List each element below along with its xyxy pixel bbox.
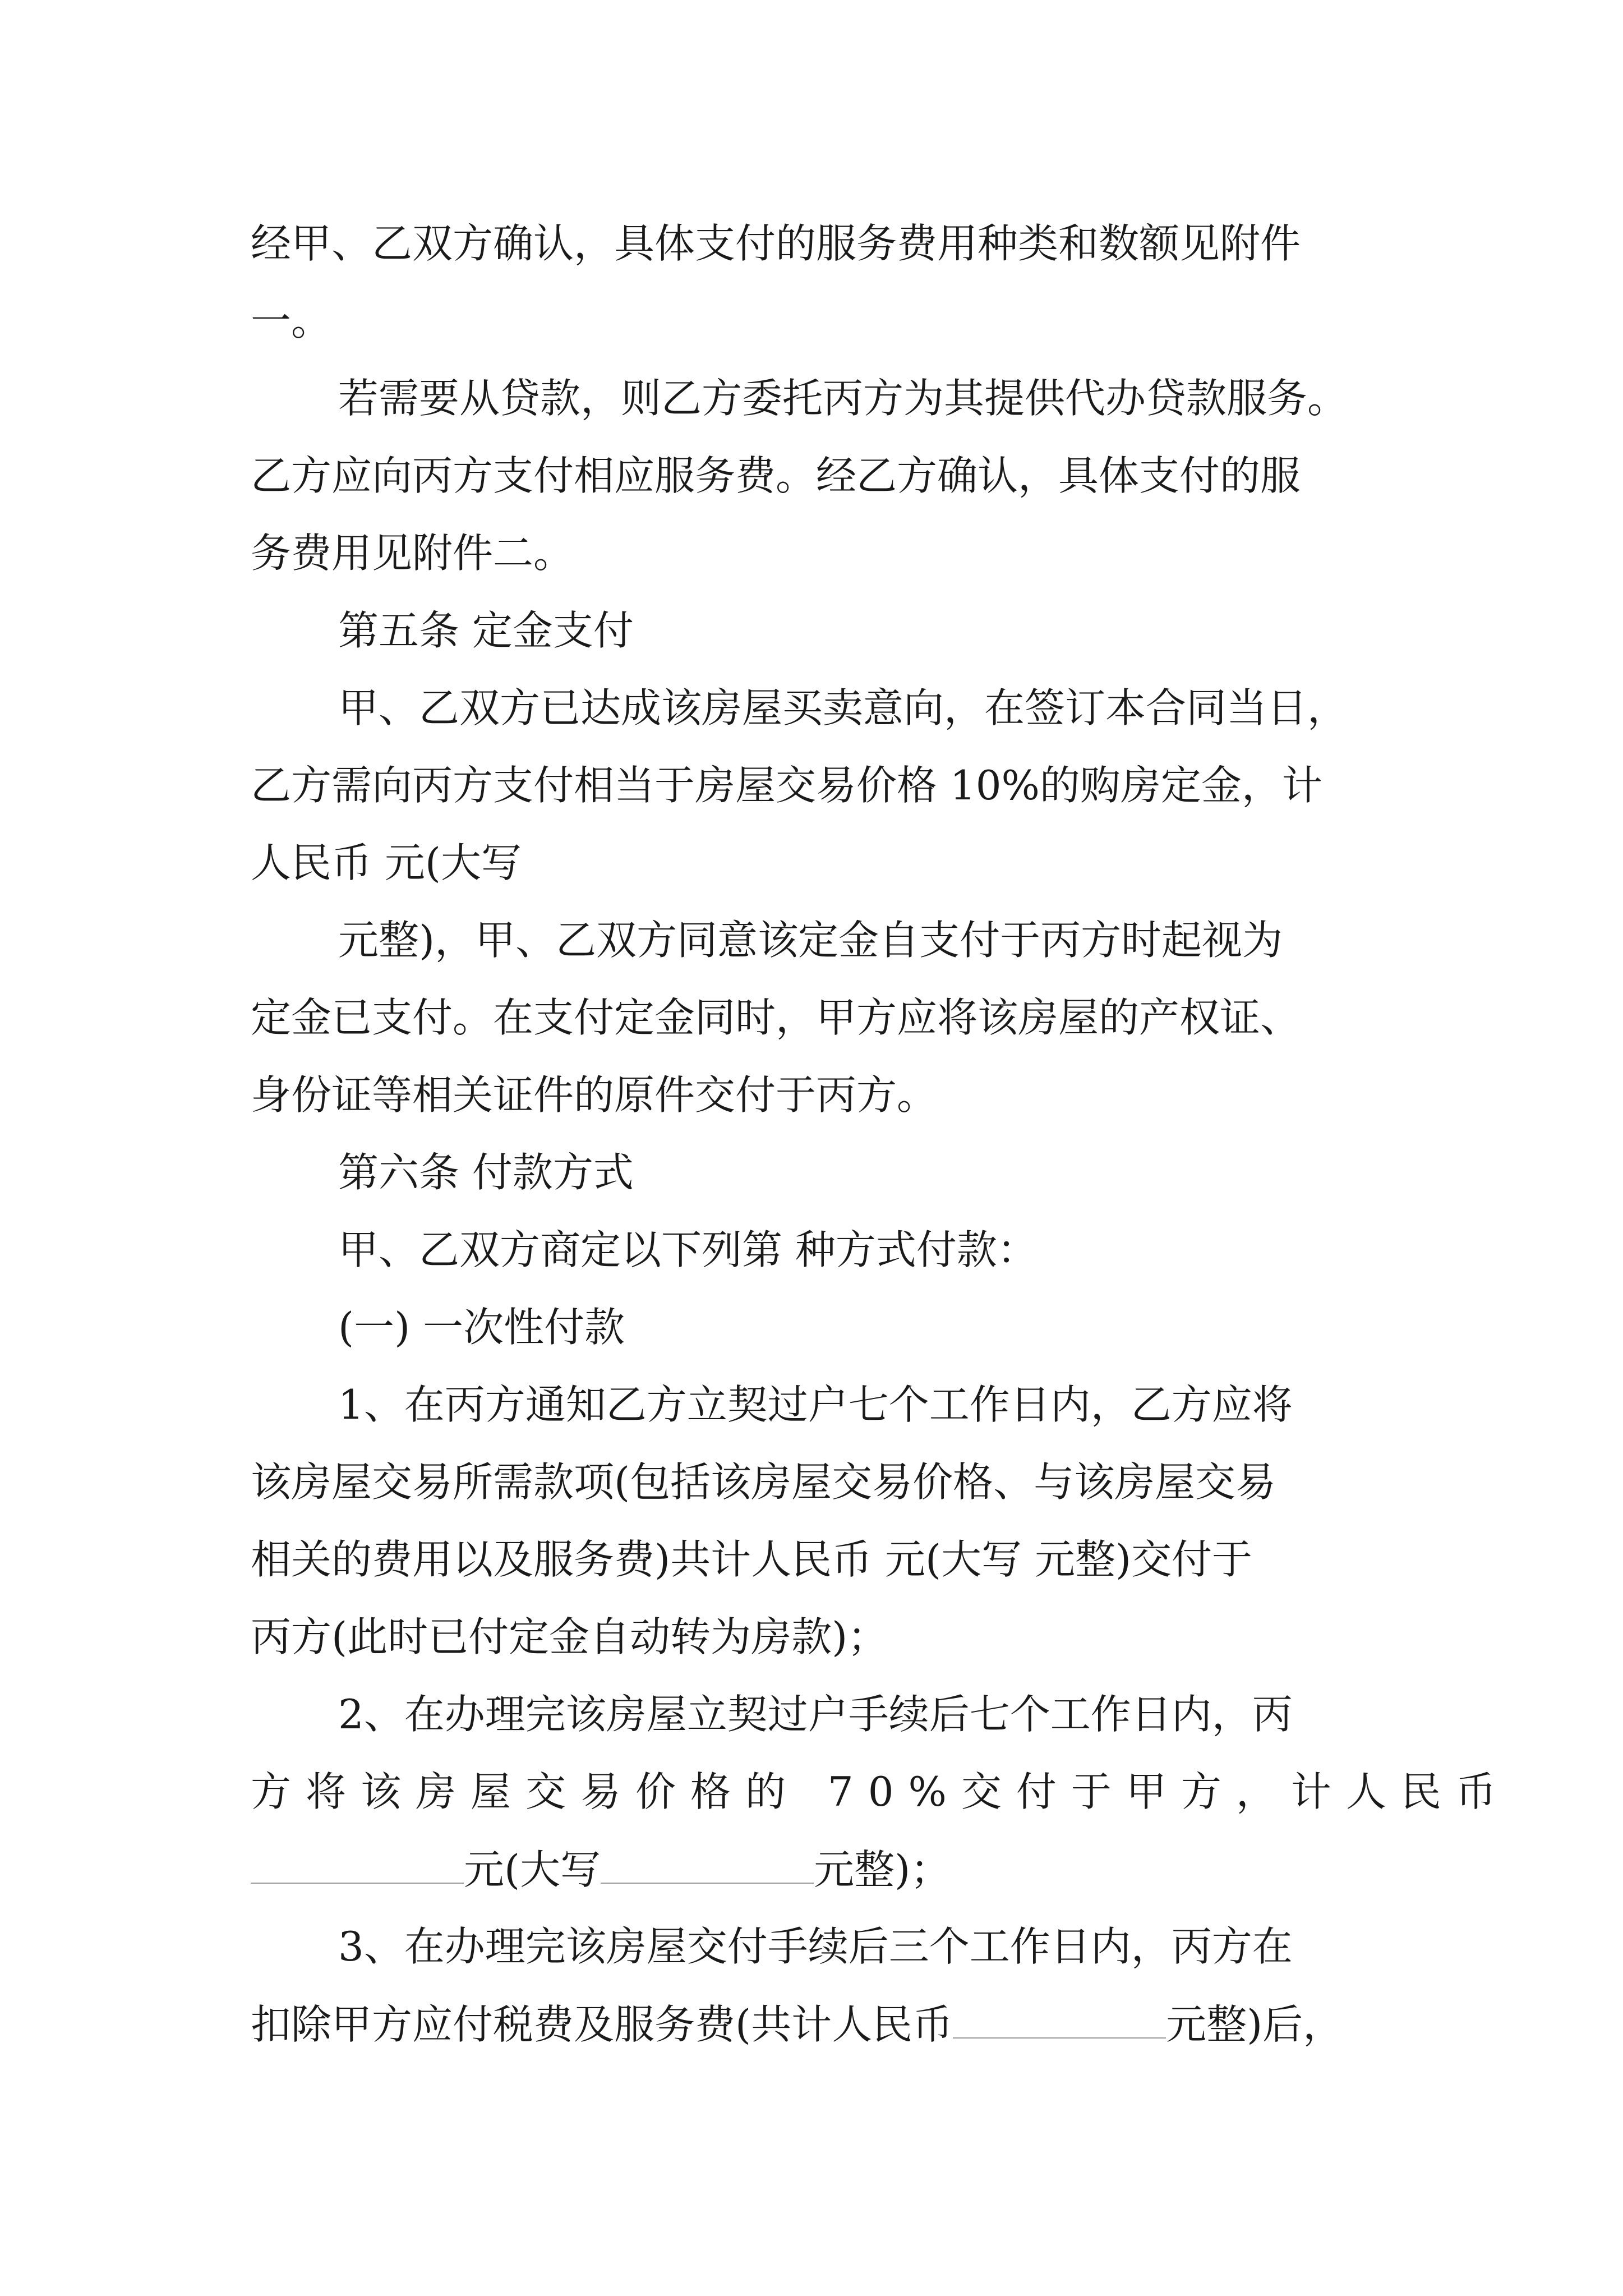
paragraph-line: 若需要从贷款，则乙方委托丙方为其提供代办贷款服务。 [338,375,1348,422]
sub-heading: (一) 一次性付款 [338,1304,625,1351]
paragraph-line: 乙方需向丙方支付相当于房屋交易价格 10%的购房定金，计 [251,762,1322,809]
paragraph-line: 一。 [251,297,332,344]
paragraph-line: 务费用见附件二。 [251,530,574,577]
section-heading: 第六条 付款方式 [338,1149,634,1196]
paragraph-line-with-blanks [251,1842,951,1896]
paragraph-line: 定金已支付。在支付定金同时，甲方应将该房屋的产权证、 [251,994,1301,1041]
inline-text: 元整)； [814,1846,951,1893]
paragraph-line-with-blanks [251,1997,1343,2051]
paragraph-line: 3、在办理完该房屋交付手续后三个工作日内，丙方在 [338,1923,1293,1970]
paragraph-line: 元整)，甲、乙双方同意该定金自支付于丙方时起视为 [338,917,1283,964]
paragraph-line: 乙方应向丙方支付相应服务费。经乙方确认，具体支付的服 [251,452,1301,499]
paragraph-line: 1、在丙方通知乙方立契过户七个工作日内，乙方应将 [338,1381,1293,1428]
blank-field [251,1842,464,1884]
inline-text: 扣除甲方应付税费及服务费(共计人民币 [251,2001,953,2048]
paragraph-line: 甲、乙双方已达成该房屋买卖意向，在签订本合同当日， [338,684,1348,731]
paragraph-line: 相关的费用以及服务费)共计人民币 元(大写 元整)交付于 [251,1536,1253,1583]
section-heading: 第五条 定金支付 [338,607,634,654]
paragraph-line: 甲、乙双方商定以下列第 种方式付款： [338,1226,1038,1273]
paragraph-line: 人民币 元(大写 [251,839,522,886]
paragraph-line: 2、在办理完该房屋立契过户手续后七个工作日内，丙 [338,1691,1293,1738]
blank-field [601,1842,814,1884]
paragraph-line: 身份证等相关证件的原件交付于丙方。 [251,1071,938,1119]
paragraph-line: 该房屋交易所需款项(包括该房屋交易价格、与该房屋交易 [251,1458,1276,1506]
paragraph-line: 丙方(此时已付定金自动转为房款)； [251,1613,888,1660]
paragraph-line: 方将该房屋交易价格的 70%交付于甲方，计人民币 [251,1768,1511,1815]
inline-text: 元整)后， [1166,2001,1344,2048]
inline-text: 元(大写 [464,1846,601,1893]
blank-field [953,1997,1166,2039]
paragraph-line: 经甲、乙双方确认，具体支付的服务费用种类和数额见附件 [251,220,1301,267]
